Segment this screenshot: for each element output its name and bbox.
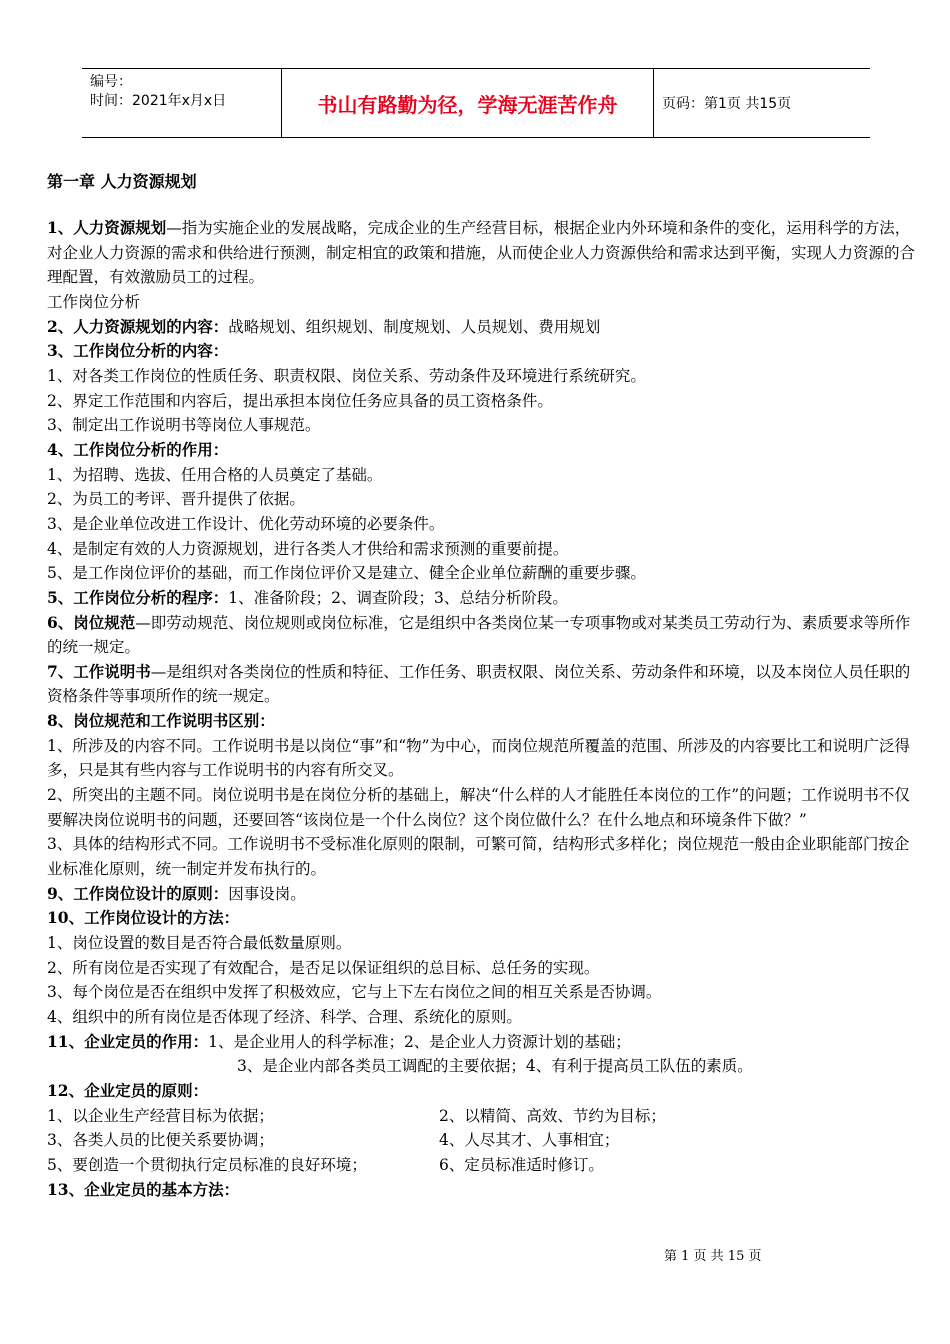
paragraph xyxy=(47,980,915,1005)
paragraph-text: 4、是制定有效的人力资源规划，进行各类人才供给和需求预测的重要前提。 xyxy=(47,539,569,558)
paragraph xyxy=(47,389,915,414)
paragraph xyxy=(47,709,915,734)
principle-cell: 2、以精简、高效、节约为目标； xyxy=(439,1106,666,1125)
paragraph xyxy=(47,216,915,290)
paragraph-text: 2、所突出的主题不同。岗位说明书是在岗位分析的基础上，解决“什么样的人才能胜任本岗位的工作”的问题；工作说明书不仅要解决岗位说明书的问题，还要回答“该岗位是一个什么岗位？这个岗位做什么？在什么地点和环境条件下做？” xyxy=(47,786,910,829)
paragraph xyxy=(47,882,915,907)
paragraph xyxy=(47,315,915,340)
paragraph-text: 因事设岗。 xyxy=(228,884,306,903)
header-motto: 书山有路勤为径，学海无涯苦作舟 xyxy=(282,69,654,137)
paragraph-heading: 7、工作说明书 xyxy=(47,661,151,681)
paragraph-text: 2、所有岗位是否实现了有效配合，是否足以保证组织的总目标、总任务的实现。 xyxy=(47,958,600,977)
paragraph xyxy=(47,290,915,315)
paragraph-text: 2、界定工作范围和内容后，提出承担本岗位任务应具备的员工资格条件。 xyxy=(47,391,553,410)
paragraph-heading: 1、人力资源规划 xyxy=(47,218,167,237)
paragraph-text: 3、每个岗位是否在组织中发挥了积极效应，它与上下左右岗位之间的相互关系是否协调。 xyxy=(47,983,662,1002)
paragraph xyxy=(47,586,915,611)
paragraph-heading: 8、岗位规范和工作说明书区别： xyxy=(47,711,275,731)
paragraph-heading: 10、工作岗位设计的方法： xyxy=(47,908,240,928)
paragraph-text: —即劳动规范、岗位规则或岗位标准，它是组织中各类岗位某一专项事物或对某类员工劳动行为、素质要求等所作的统一规定。 xyxy=(47,613,911,657)
item12-rows xyxy=(47,1104,915,1178)
paragraph xyxy=(47,561,915,586)
principle-cell: 4、人尽其才、人事相宜； xyxy=(439,1131,620,1150)
paragraph-text: 2、为员工的考评、晋升提供了依据。 xyxy=(47,490,305,509)
paragraph-heading: 3、工作岗位分析的内容： xyxy=(47,341,229,361)
paragraph xyxy=(47,438,915,463)
page-footer: 第 1 页 共 15 页 xyxy=(664,1249,762,1264)
paragraph xyxy=(47,1030,915,1055)
header-page-label: 页码：第1页 共15页 xyxy=(662,96,792,112)
paragraph xyxy=(47,660,915,709)
paragraph-text: 工作岗位分析 xyxy=(47,292,141,311)
item-list xyxy=(47,216,915,1054)
paragraph xyxy=(47,734,915,783)
paragraph xyxy=(47,832,915,881)
paragraph-heading: 6、岗位规范 xyxy=(47,612,136,632)
paragraph-text: 1、为招聘、选拔、任用合格的人员奠定了基础。 xyxy=(47,465,383,484)
principle-cell: 5、要创造一个贯彻执行定员标准的良好环境； xyxy=(47,1155,367,1174)
document-header xyxy=(82,68,870,138)
paragraph-text: 1、对各类工作岗位的性质任务、职责权限、岗位关系、劳动条件及环境进行系统研究。 xyxy=(47,366,646,385)
paragraph xyxy=(47,783,915,832)
paragraph-text: 1、是企业用人的科学标准；2、是企业人力资源计划的基础； xyxy=(208,1032,631,1051)
paragraph xyxy=(47,931,915,956)
paragraph-heading: 2、人力资源规划的内容： xyxy=(47,316,229,336)
paragraph-text: 3、制定出工作说明书等岗位人事规范。 xyxy=(47,416,321,435)
paragraph-heading: 5、工作岗位分析的程序： xyxy=(47,587,229,607)
paragraph xyxy=(47,339,915,364)
paragraph xyxy=(47,413,915,438)
header-meta xyxy=(82,69,282,137)
paragraph xyxy=(47,512,915,537)
time-label: 时间：2021年x月x日 xyxy=(90,93,227,109)
principle-cell: 6、定员标准适时修订。 xyxy=(439,1155,604,1174)
number-label: 编号： xyxy=(90,74,132,90)
chapter-title: 第一章 人力资源规划 xyxy=(47,172,197,191)
paragraph xyxy=(47,906,915,931)
paragraph xyxy=(47,956,915,981)
item13-title: 13、企业定员的基本方法： xyxy=(47,1179,240,1199)
paragraph-heading: 11、企业定员的作用： xyxy=(47,1031,209,1051)
paragraph xyxy=(47,1005,915,1030)
paragraph-text: 战略规划、组织规划、制度规划、人员规划、费用规划 xyxy=(228,317,601,336)
paragraph xyxy=(47,611,915,660)
item12-title: 12、企业定员的原则： xyxy=(47,1080,209,1100)
paragraph-text: 1、所涉及的内容不同。工作说明书是以岗位“事”和“物”为中心，而岗位规范所覆盖的范围、所涉及的内容要比工和说明广泛得多，只是其有些内容与工作说明书的内容有所交叉。 xyxy=(47,736,911,780)
paragraph xyxy=(47,364,915,389)
paragraph xyxy=(47,463,915,488)
principle-cell: 1、以企业生产经营目标为依据； xyxy=(47,1106,274,1125)
paragraph-text: 3、具体的结构形式不同。工作说明书不受标准化原则的限制，可繁可简，结构形式多样化；岗位规范一般由企业职能部门按企业标准化原则，统一制定并发布执行的。 xyxy=(47,835,910,879)
principle-row xyxy=(47,1153,915,1178)
paragraph xyxy=(47,537,915,562)
paragraph-text: —是组织对各类岗位的性质和特征、工作任务、职责权限、岗位关系、劳动条件和环境，以及本岗位人员任职的资格条件等事项所作的统一规定。 xyxy=(47,662,911,706)
document-body xyxy=(47,216,915,1202)
paragraph-text: 1、准备阶段；2、调查阶段；3、总结分析阶段。 xyxy=(228,588,568,607)
principle-row xyxy=(47,1128,915,1153)
principle-cell: 3、各类人员的比便关系要协调； xyxy=(47,1131,274,1150)
paragraph-heading: 4、工作岗位分析的作用： xyxy=(47,439,229,459)
principle-row xyxy=(47,1104,915,1129)
paragraph-text: 5、是工作岗位评价的基础，而工作岗位评价又是建立、健全企业单位薪酬的重要步骤。 xyxy=(47,564,646,583)
paragraph-text: 3、是企业单位改进工作设计、优化劳动环境的必要条件。 xyxy=(47,514,445,533)
paragraph-heading: 9、工作岗位设计的原则： xyxy=(47,883,229,903)
paragraph-text: 1、岗位设置的数目是否符合最低数量原则。 xyxy=(47,934,352,953)
paragraph-text: —指为实施企业的发展战略，完成企业的生产经营目标，根据企业内外环境和条件的变化，运用科学的方法，对企业人力资源的需求和供给进行预测，制定相宜的政策和措施，从而使企业人力资源供给和需求达到平衡，实现人力资源的合理配置，有效激励员工的过程。 xyxy=(47,219,916,287)
item11-continuation: 3、是企业内部各类员工调配的主要依据；4、有利于提高员工队伍的素质。 xyxy=(237,1057,753,1076)
paragraph-text: 4、组织中的所有岗位是否体现了经济、科学、合理、系统化的原则。 xyxy=(47,1008,522,1026)
paragraph xyxy=(47,487,915,512)
